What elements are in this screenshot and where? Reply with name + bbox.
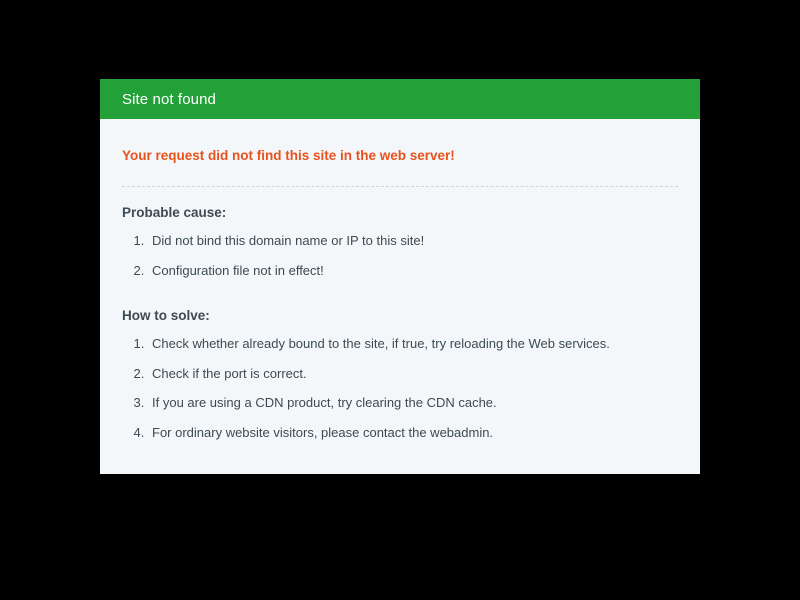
page-title: Site not found	[122, 90, 216, 108]
error-message: Your request did not find this site in the web server!	[122, 148, 455, 163]
how-to-solve-heading: How to solve:	[122, 307, 210, 323]
list-item: 4. For ordinary website visitors, please contact the webadmin.	[148, 418, 678, 448]
divider	[122, 186, 678, 187]
probable-cause-heading: Probable cause:	[122, 204, 227, 220]
panel-body	[100, 119, 700, 474]
list-item: 2. Configuration file not in effect!	[148, 256, 678, 286]
error-panel	[100, 79, 700, 474]
probable-cause-list	[122, 226, 678, 286]
panel-header	[100, 79, 700, 119]
list-item: 1. Check whether already bound to the site, if true, try reloading the Web services.	[148, 329, 678, 359]
list-item: 3. If you are using a CDN product, try clearing the CDN cache.	[148, 388, 678, 418]
list-item: 2. Check if the port is correct.	[148, 359, 678, 389]
list-item: 1. Did not bind this domain name or IP to this site!	[148, 226, 678, 256]
how-to-solve-list	[122, 329, 678, 449]
